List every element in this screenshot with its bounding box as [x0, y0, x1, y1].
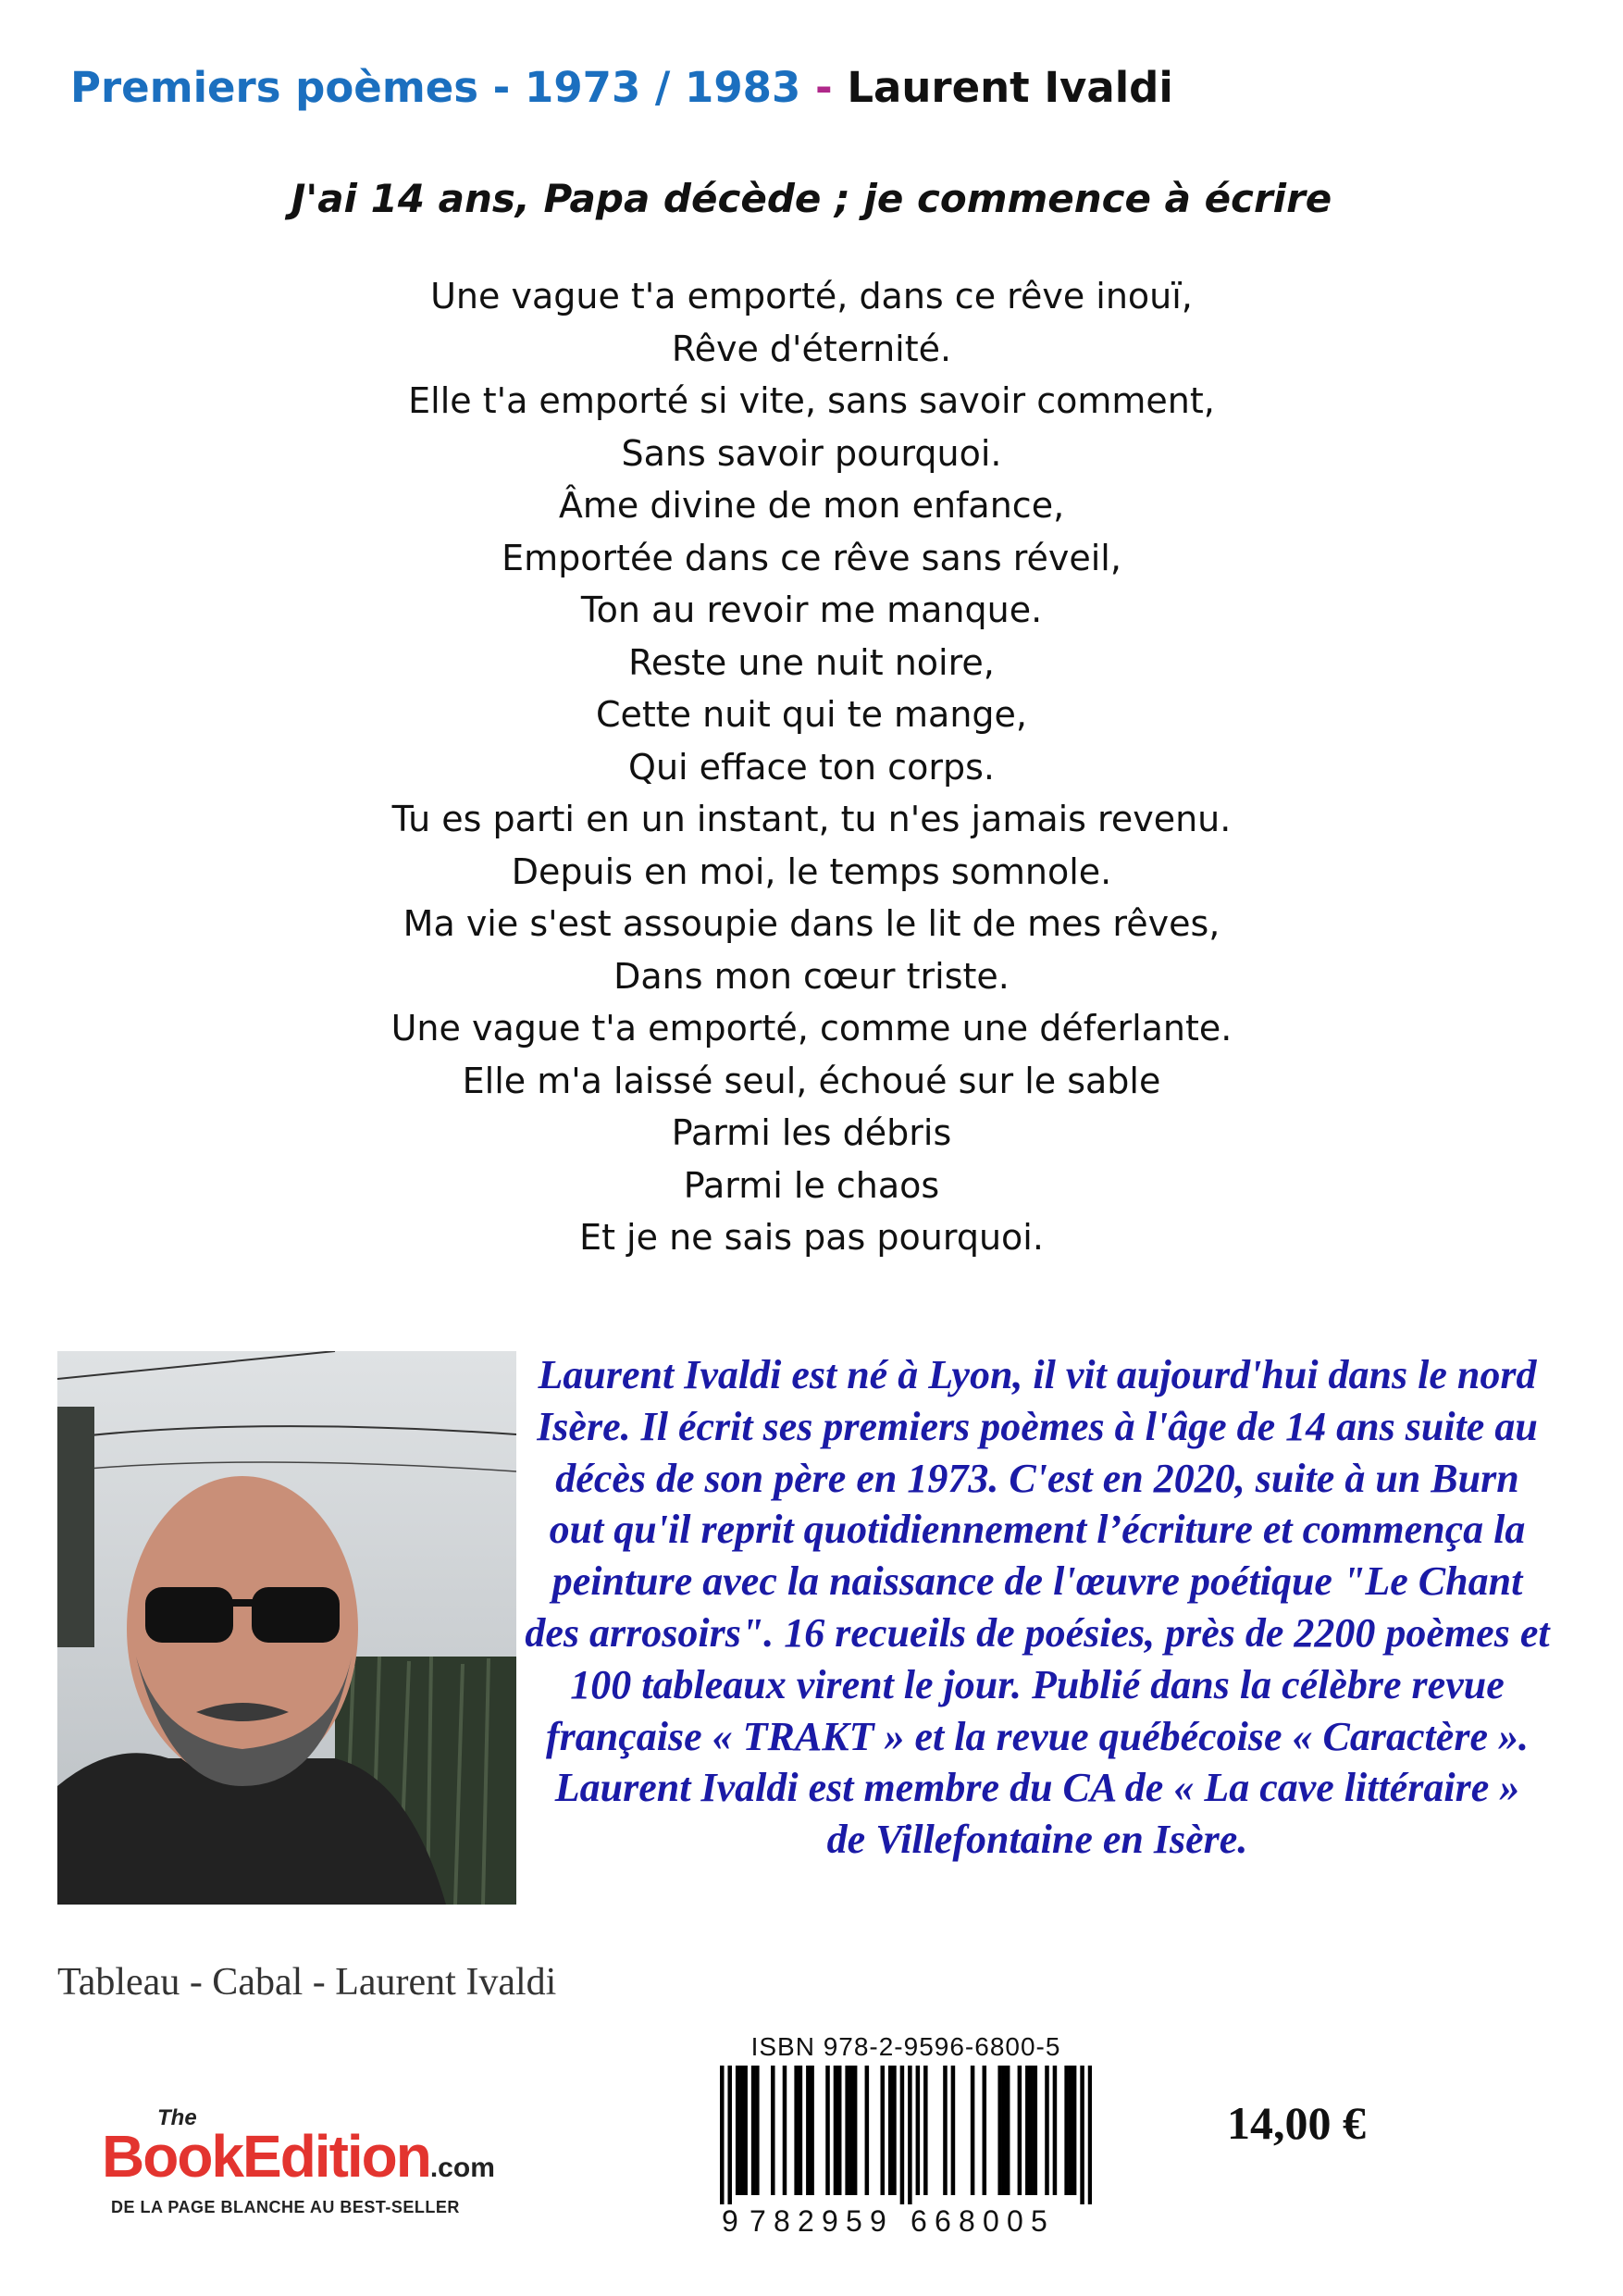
logo-wordmark	[102, 2122, 495, 2191]
barcode-bar	[1072, 2066, 1077, 2195]
poem-line: Rêve d'éternité.	[671, 328, 952, 369]
bio-line: française « TRAKT » et la revue québécoise « Caractère ».	[546, 1713, 1529, 1759]
poem-line: Parmi le chaos	[683, 1164, 940, 1206]
ean-digit: 7	[750, 2204, 766, 2238]
barcode-bar	[755, 2066, 760, 2195]
isbn-label: ISBN 978-2-9596-6800-5	[750, 2032, 1061, 2061]
book-title	[70, 63, 1173, 112]
title-author: Laurent Ivaldi	[847, 63, 1173, 112]
barcode-bar	[900, 2066, 905, 2204]
barcode-bar	[923, 2066, 928, 2195]
barcode-bar	[1088, 2066, 1092, 2204]
ean-digit: 8	[959, 2204, 975, 2238]
bio-line: out qu'il reprit quotidiennement l’écriture et commença la	[549, 1507, 1526, 1553]
barcode-bar	[1029, 2066, 1034, 2195]
barcode-bar	[799, 2066, 803, 2195]
bio-line: de Villefontaine en Isère.	[826, 1817, 1248, 1863]
barcode-bar	[908, 2066, 912, 2204]
logo-the: The	[157, 2105, 197, 2130]
barcode-bar	[837, 2066, 842, 2195]
barcode-bar	[810, 2066, 814, 2195]
ean-digit: 9	[722, 2204, 738, 2238]
poem-line: Une vague t'a emporté, comme une déferlante.	[390, 1008, 1233, 1049]
barcode-bar	[1045, 2066, 1049, 2195]
bio-line: Isère. Il écrit ses premiers poèmes à l'âge de 14 ans suite au	[537, 1403, 1538, 1449]
poem-line: Sans savoir pourquoi.	[621, 432, 1002, 474]
barcode-bar	[853, 2066, 858, 2195]
barcode-bar	[751, 2066, 756, 2195]
bio-line: des arrosoirs". 16 recueils de poésies, près de 2200 poèmes et	[525, 1609, 1550, 1656]
barcode-bar	[888, 2066, 893, 2195]
author-photo	[57, 1351, 516, 1905]
poem-line: Elle t'a emporté si vite, sans savoir comment,	[408, 380, 1215, 421]
barcode-bar	[1064, 2066, 1069, 2195]
ean-digit: 9	[822, 2204, 838, 2238]
ean-digit: 6	[935, 2204, 951, 2238]
barcode-bars	[720, 2066, 1092, 2204]
poem-line: Elle m'a laissé seul, échoué sur le sable	[462, 1060, 1161, 1101]
bio-line: Laurent Ivaldi est né à Lyon, il vit aujourd'hui dans le nord	[538, 1352, 1537, 1397]
barcode-bar	[916, 2066, 921, 2195]
logo-suffix: .com	[429, 2153, 495, 2183]
poem-line: Âme divine de mon enfance,	[558, 485, 1065, 526]
bio-line: 100 tableaux virent le jour. Publié dans la célèbre revue	[570, 1661, 1505, 1707]
barcode-bar	[1002, 2066, 1007, 2195]
logo-name: BookEdition	[102, 2123, 430, 2190]
barcode-bar	[892, 2066, 897, 2195]
barcode-bar	[943, 2066, 948, 2195]
barcode-bar	[845, 2066, 849, 2195]
barcode-bar	[1080, 2066, 1084, 2204]
poem-line: Parmi les débris	[671, 1112, 952, 1153]
painting-caption: Tableau - Cabal - Laurent Ivaldi	[57, 1961, 557, 2004]
barcode-bar	[743, 2066, 748, 2195]
ean-digit: 6	[911, 2204, 927, 2238]
poem-line: Qui efface ton corps.	[628, 746, 995, 788]
poem-line: Emportée dans ce rêve sans réveil,	[502, 537, 1121, 578]
barcode-bar	[736, 2066, 740, 2195]
poem-line: Reste une nuit noire,	[628, 641, 995, 683]
barcode-bar	[1018, 2066, 1022, 2195]
barcode-bar	[794, 2066, 799, 2195]
barcode-bar	[727, 2066, 732, 2204]
poem-line: Une vague t'a emporté, dans ce rêve inouï,	[430, 276, 1193, 316]
isbn-barcode	[712, 2032, 1099, 2238]
logo-tagline: DE LA PAGE BLANCHE AU BEST-SELLER	[111, 2198, 460, 2216]
ean-digit: 2	[798, 2204, 814, 2238]
barcode-bar	[983, 2066, 987, 2195]
barcode-bar	[834, 2066, 838, 2195]
barcode-bar	[880, 2066, 885, 2195]
title-text: Premiers poèmes - 1973 / 1983	[70, 63, 801, 112]
barcode-bar	[771, 2066, 775, 2195]
ean-digit: 9	[870, 2204, 886, 2238]
ean-digit: 5	[1031, 2204, 1047, 2238]
barcode-bar	[997, 2066, 1002, 2195]
poem-line: Depuis en moi, le temps somnole.	[511, 850, 1112, 892]
publisher-logo	[102, 2105, 564, 2226]
ean-digit: 5	[846, 2204, 862, 2238]
poem-line: Dans mon cœur triste.	[613, 955, 1010, 997]
barcode-bar	[1069, 2066, 1073, 2195]
poem-line: Ma vie s'est assoupie dans le lit de mes rêves,	[403, 903, 1220, 944]
barcode-bar	[1025, 2066, 1030, 2195]
poem-line: Tu es parti en un instant, tu n'es jamais revenu.	[391, 799, 1232, 839]
barcode-bar	[739, 2066, 744, 2195]
barcode-bar	[825, 2066, 830, 2195]
poem-line: Ton au revoir me manque.	[580, 590, 1043, 630]
poem-line: Et je ne sais pas pourquoi.	[579, 1217, 1044, 1258]
barcode-bar	[951, 2066, 956, 2195]
barcode-bar	[1053, 2066, 1058, 2195]
barcode-bar	[720, 2066, 725, 2204]
subtitle: J'ai 14 ans, Papa décède ; je commence à écrire	[291, 176, 1332, 221]
bio-line: décès de son père en 1973. C'est en 2020, suite à un Burn	[555, 1455, 1519, 1501]
bio-line: peinture avec la naissance de l'œuvre poétique "Le Chant	[551, 1558, 1523, 1605]
price: 14,00 €	[1227, 2097, 1366, 2149]
ean-digit: 0	[1007, 2204, 1023, 2238]
barcode-bar	[1006, 2066, 1010, 2195]
title-separator: -	[814, 63, 833, 112]
bio-line: Laurent Ivaldi est membre du CA de « La cave littéraire »	[554, 1765, 1520, 1811]
barcode-bar	[849, 2066, 854, 2195]
barcode-bar	[1034, 2066, 1038, 2195]
poem	[0, 270, 1623, 1264]
barcode-bar	[783, 2066, 787, 2195]
ean-digit: 0	[983, 2204, 999, 2238]
poem-line: Cette nuit qui te mange,	[595, 694, 1028, 735]
barcode-bar	[806, 2066, 811, 2195]
ean-digit: 8	[774, 2204, 790, 2238]
barcode-bar	[865, 2066, 870, 2195]
barcode-bar	[971, 2066, 975, 2195]
ean-digits	[712, 2204, 1099, 2238]
author-biography	[520, 1349, 1555, 1866]
